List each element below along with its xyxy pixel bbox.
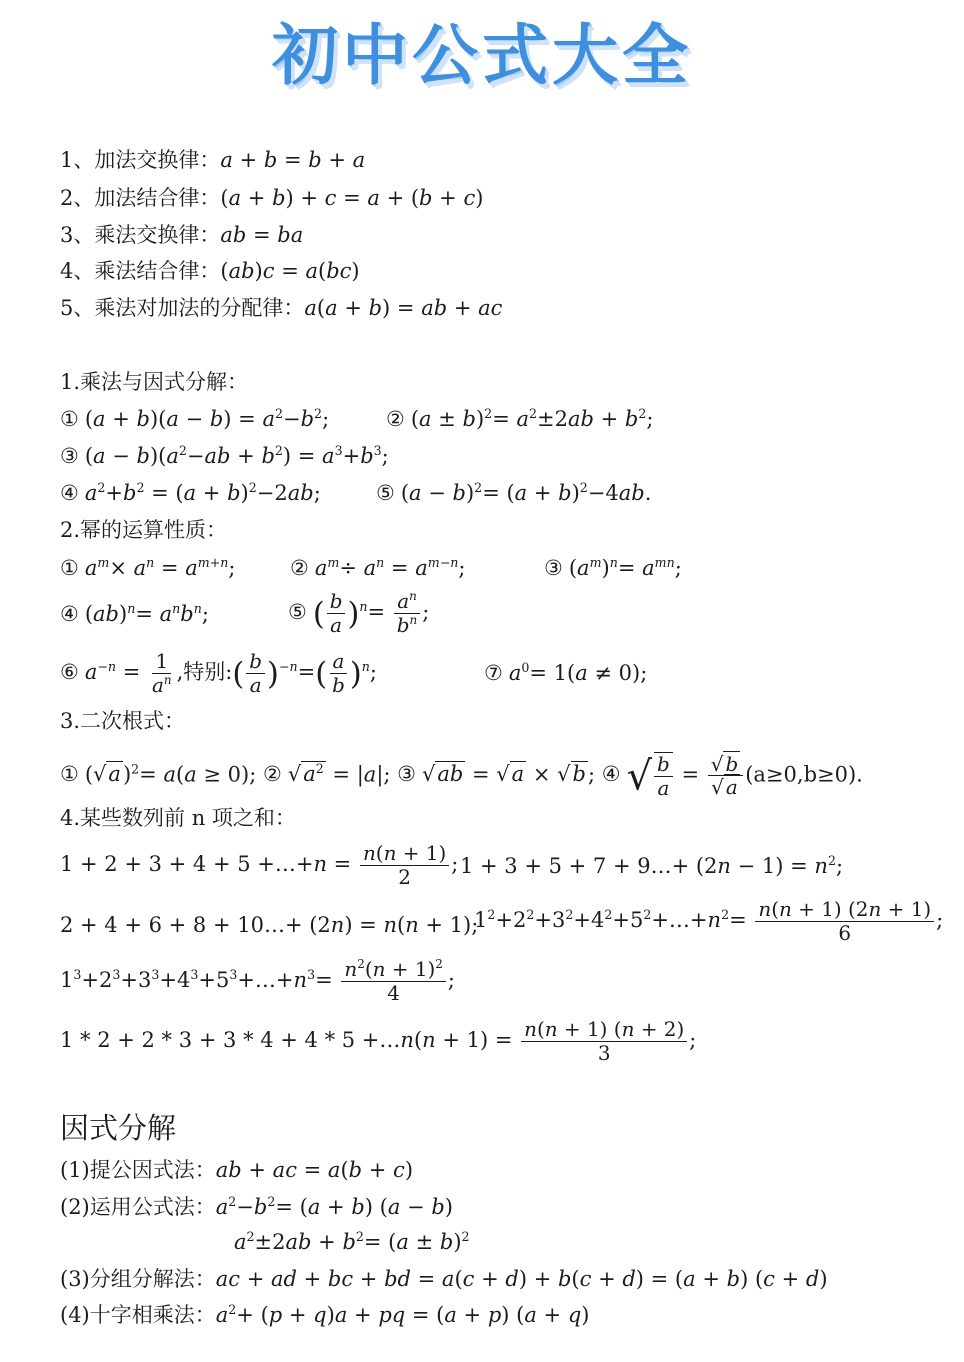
section-heading: 3.二次根式： xyxy=(60,709,186,733)
factorization-heading: 因式分解 xyxy=(60,1111,177,1145)
formula-power-of-product: ④ $(ab)^n= a^nb^n$; xyxy=(60,600,209,626)
law-associative-addition: 2、加法结合律：(a + b) + c = a + (b + c) xyxy=(60,186,484,210)
formula-sum-odd: 1 + 3 + 5 + 7 + 9…+ $(2n - 1) = n^2$; xyxy=(460,852,844,878)
formula-power-quotient: ② $a^m\div a^n = a^{m-n}$; xyxy=(290,554,466,580)
factor-method-formula: (2)运用公式法：$a^2-b^2= (a + b) (a - b)$ xyxy=(60,1193,453,1219)
formula-sum-even: 2 + 4 + 6 + 8 + 10…+ (2n) = n(n + 1); xyxy=(60,913,479,937)
formula-square-roots: ① $(√a)^2= a(a \ge 0)$; ② $√a^2 = |a|$; ③ √ab = √a × √b; ④ √ $\frac{b}{a}$ = $\frac{√ b}{√ a}$ (a≥0,b≥0). xyxy=(60,751,863,800)
section-heading: 2.幂的运算性质： xyxy=(60,518,228,542)
formula-difference-of-squares: ① $(a + b)(a - b) = a^2-b^2$; xyxy=(60,405,330,431)
law-label: 4、乘法结合律： xyxy=(60,259,221,283)
formula-square-identity: ⑤ $(a - b)^2= (a + b)^2-4ab$. xyxy=(376,479,652,505)
factor-label: (4)十字相乘法： xyxy=(60,1303,216,1327)
law-distributive: 5、乘法对加法的分配律：a(a + b) = ab + ac xyxy=(60,296,503,320)
factor-label: (2)运用公式法： xyxy=(60,1195,216,1219)
sqrt-condition: (a≥0,b≥0). xyxy=(745,762,863,787)
law-commutative-addition: 1、加法交换律：a + b = b + a xyxy=(60,148,366,172)
section-heading: 4.某些数列前 n 项之和： xyxy=(60,806,296,830)
factor-method-grouping: (3)分组分解法：ac + ad + bc + bd = a(c + d) + b(c + d) = (a + b) (c + d) xyxy=(60,1267,828,1291)
law-label: 2、加法结合律： xyxy=(60,186,221,210)
formula-power-of-power: ③ $(a^m)^n= a^{mn}$; xyxy=(544,554,682,580)
formula-power-product: ① $a^m\times a^n = a^{m+n}$; xyxy=(60,554,236,580)
formula-difference-of-cubes: ③ $(a - b)(a^2-ab + b^2) = a^3+b^3$; xyxy=(60,442,389,468)
factor-method-common: (1)提公因式法：ab + ac = a(b + c) xyxy=(60,1158,414,1182)
law-label: 5、乘法对加法的分配律： xyxy=(60,296,305,320)
law-associative-multiplication: 4、乘法结合律：(ab)c = a(bc) xyxy=(60,259,360,283)
special-label: ,特别: xyxy=(176,659,233,684)
formula-sum-squares: $1^2+2^2+3^2+4^2+5^2+\dots+n^2=$ $\frac{n(n + 1) (2n + 1)}{6}$ ; xyxy=(474,897,944,945)
formula-perfect-square: ② $(a \pm b)^2= a^2\pm 2ab + b^2$; xyxy=(386,405,654,431)
formula-power-of-quotient: ⑤ ( $\frac{b}{a}$ )$^n$= $\frac{a^n}{b^n}$ ; xyxy=(288,589,430,637)
page-title: 初中公式大全 xyxy=(272,17,692,94)
law-commutative-multiplication: 3、乘法交换律：ab = ba xyxy=(60,223,304,247)
law-label: 1、加法交换律： xyxy=(60,148,221,172)
formula-sum-integers: 1 + 2 + 3 + 4 + 5 +…+n = $\frac{n(n + 1)}{2}$ ; xyxy=(60,841,459,889)
formula-sum-products: 1 * 2 + 2 * 3 + 3 * 4 + 4 * 5 +…n(n + 1) = $\frac{n(n + 1) (n + 2)}{3}$ ; xyxy=(60,1017,697,1065)
formula-sum-cubes: $1^3+2^3+3^3+4^3+5^3+\dots+n^3=$ $\frac{n^2(n + 1)^2}{4}$ ; xyxy=(60,957,455,1005)
section-heading: 1.乘法与因式分解： xyxy=(60,370,249,394)
law-label: 3、乘法交换律： xyxy=(60,223,221,247)
factor-method-cross: (4)十字相乘法：$a^2+ (p + q)a$ + pq = (a + p) (a + q) xyxy=(60,1301,590,1327)
formula-zero-exponent: ⑦ $a^0= 1(a \ne 0)$; xyxy=(484,659,648,685)
formula-sum-of-squares: ④ $a^2+b^2 = (a + b)^2-2ab$; xyxy=(60,479,321,505)
formula-negative-exponent: ⑥ $a^{-n}$ = $\frac{1}{a^n}$ ,特别:( $\frac{b}{a}$ )$^{-n}$=( $\frac{a}{b}$ )$^n$; xyxy=(60,649,377,697)
factor-method-formula-2: $a^2\pm 2ab + b^2= (a \pm b)^2$ xyxy=(234,1228,470,1254)
factor-label: (3)分组分解法： xyxy=(60,1267,216,1291)
factor-label: (1)提公因式法： xyxy=(60,1158,216,1182)
